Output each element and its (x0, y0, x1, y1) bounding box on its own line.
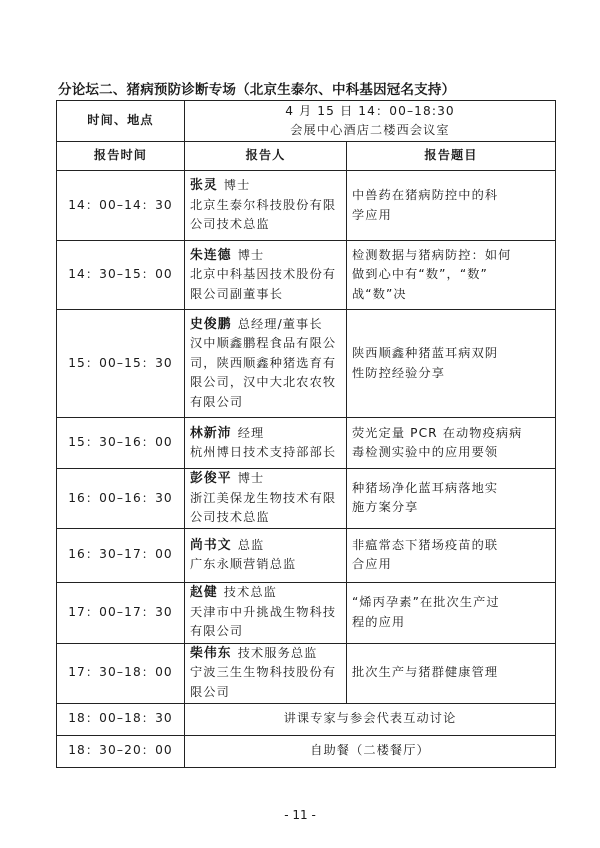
speaker-name: 朱连德 (190, 247, 232, 263)
talk-row (57, 528, 556, 582)
speaker-organization-line: 有限公司 (190, 394, 244, 409)
talk-row (57, 418, 556, 469)
topic-line: 程的应用 (352, 614, 406, 629)
speaker-heading (190, 424, 341, 444)
header-row (57, 142, 556, 171)
closing-row (57, 735, 556, 767)
talk-time: 16：30–17：00 (57, 528, 185, 582)
talk-speaker (185, 310, 347, 418)
closing-time: 18：00–18：30 (57, 703, 185, 735)
speaker-name: 尚书文 (190, 537, 232, 553)
speaker-role: 技术总监 (223, 585, 277, 600)
talk-speaker (185, 582, 347, 643)
talk-speaker (185, 418, 347, 469)
topic-line: 种猪场净化蓝耳病落地实 (352, 480, 499, 495)
speaker-organization-line: 公司技术总监 (190, 510, 270, 524)
topic-line: 批次生产与猪群健康管理 (352, 665, 499, 680)
speaker-organization-line: 浙江美保龙生物技术有限 (190, 490, 337, 505)
speaker-heading (190, 176, 341, 196)
topic-line: “烯丙孕素”在批次生产过 (352, 595, 500, 609)
talk-row (57, 643, 556, 703)
talk-time: 17：30–18：00 (57, 643, 185, 703)
speaker-organization-line: 司，陕西顺鑫种猪选育有 (190, 355, 337, 370)
speaker-organization-line: 北京中科基因技术股份有 (190, 267, 337, 282)
talk-row (57, 582, 556, 643)
talk-topic (347, 469, 556, 529)
speaker-role: 总经理/董事长 (237, 316, 323, 331)
speaker-heading (190, 536, 341, 556)
talk-time: 17：00–17：30 (57, 582, 185, 643)
speaker-role: 博士 (237, 247, 265, 262)
talk-topic (347, 643, 556, 703)
speaker-organization-line: 限公司 (190, 684, 230, 699)
speaker-organization-line: 广东永顺营销总监 (190, 557, 297, 571)
speaker-organization-line: 公司技术总监 (190, 217, 270, 232)
talk-speaker (185, 643, 347, 703)
speaker-heading (190, 583, 341, 603)
talk-speaker (185, 528, 347, 582)
speaker-heading (190, 246, 341, 266)
topic-line: 荧光定量 PCR 在动物疫病病 (352, 425, 523, 440)
topic-line: 战“数”决 (352, 286, 407, 301)
topic-line: 学应用 (352, 207, 392, 222)
header-speaker: 报告人 (185, 142, 347, 171)
speaker-role: 技术服务总监 (237, 645, 318, 660)
speaker-organization-line: 有限公司 (190, 624, 244, 639)
speaker-role: 博士 (223, 178, 251, 193)
talk-time: 14：30–15：00 (57, 241, 185, 310)
section-title: 分论坛二、猪病预防诊断专场（北京生泰尔、中科基因冠名支持） (58, 82, 456, 98)
topic-line: 毒检测实验中的应用要领 (352, 445, 499, 459)
talk-speaker (185, 171, 347, 241)
talk-topic (347, 528, 556, 582)
closing-activity: 自助餐（二楼餐厅） (185, 735, 556, 767)
schedule-body (57, 101, 556, 768)
talk-topic (347, 171, 556, 241)
topic-line: 做到心中有“数”，“数” (352, 267, 488, 282)
closing-activity: 讲课专家与参会代表互动讨论 (185, 703, 556, 735)
closing-time: 18：30–20：00 (57, 735, 185, 767)
header-topic: 报告题目 (347, 142, 556, 171)
talk-time: 15：30–16：00 (57, 418, 185, 469)
talk-row (57, 171, 556, 241)
talk-topic (347, 418, 556, 469)
speaker-name: 彭俊平 (190, 471, 232, 486)
time-place-label: 时间、地点 (57, 101, 185, 142)
talk-time: 16：00–16：30 (57, 469, 185, 529)
talk-speaker (185, 241, 347, 310)
talk-row (57, 310, 556, 418)
speaker-name: 赵健 (190, 585, 218, 601)
speaker-name: 史俊鹏 (190, 316, 232, 332)
speaker-name: 柴伟东 (190, 645, 232, 661)
time-place-row (57, 101, 556, 142)
speaker-organization-line: 宁波三生生物科技股份有 (190, 665, 337, 680)
talk-topic (347, 582, 556, 643)
speaker-heading (190, 469, 341, 489)
speaker-name: 张灵 (190, 178, 218, 194)
event-time: 4 月 15 日 14：00–18:30 (285, 103, 455, 118)
topic-line: 非瘟常态下猪场疫苗的联 (352, 537, 499, 552)
topic-line: 性防控经验分享 (352, 365, 446, 380)
talk-time: 15：00–15：30 (57, 310, 185, 418)
speaker-name: 林新沛 (190, 425, 232, 441)
speaker-heading (190, 315, 341, 335)
closing-row (57, 703, 556, 735)
topic-line: 施方案分享 (352, 500, 419, 515)
schedule-table (56, 100, 556, 768)
page-number: - 11 - (284, 808, 316, 822)
talk-speaker (185, 469, 347, 529)
topic-line: 检测数据与猪病防控：如何 (352, 247, 512, 262)
speaker-organization-line: 限公司副董事长 (190, 286, 284, 301)
topic-line: 中兽药在猪病防控中的科 (352, 188, 499, 202)
topic-line: 合应用 (352, 557, 392, 571)
speaker-organization-line: 杭州博日技术支持部部长 (190, 445, 337, 459)
header-time: 报告时间 (57, 142, 185, 171)
talk-topic (347, 310, 556, 418)
speaker-organization-line: 汉中顺鑫鹏程食品有限公 (190, 336, 337, 351)
talk-topic (347, 241, 556, 310)
topic-line: 陕西顺鑫种猪蓝耳病双阴 (352, 346, 499, 360)
speaker-role: 总监 (237, 537, 265, 552)
speaker-organization-line: 北京生泰尔科技股份有限 (190, 197, 337, 212)
speaker-organization-line: 限公司，汉中大北农农牧 (190, 375, 337, 390)
speaker-role: 经理 (237, 425, 265, 440)
speaker-organization-line: 天津市中升挑战生物科技 (190, 604, 337, 619)
speaker-role: 博士 (237, 471, 265, 485)
time-place-value (185, 101, 556, 142)
speaker-heading (190, 644, 341, 664)
event-venue: 会展中心酒店二楼西会议室 (290, 123, 450, 137)
talk-row (57, 469, 556, 529)
talk-time: 14：00–14：30 (57, 171, 185, 241)
talk-row (57, 241, 556, 310)
